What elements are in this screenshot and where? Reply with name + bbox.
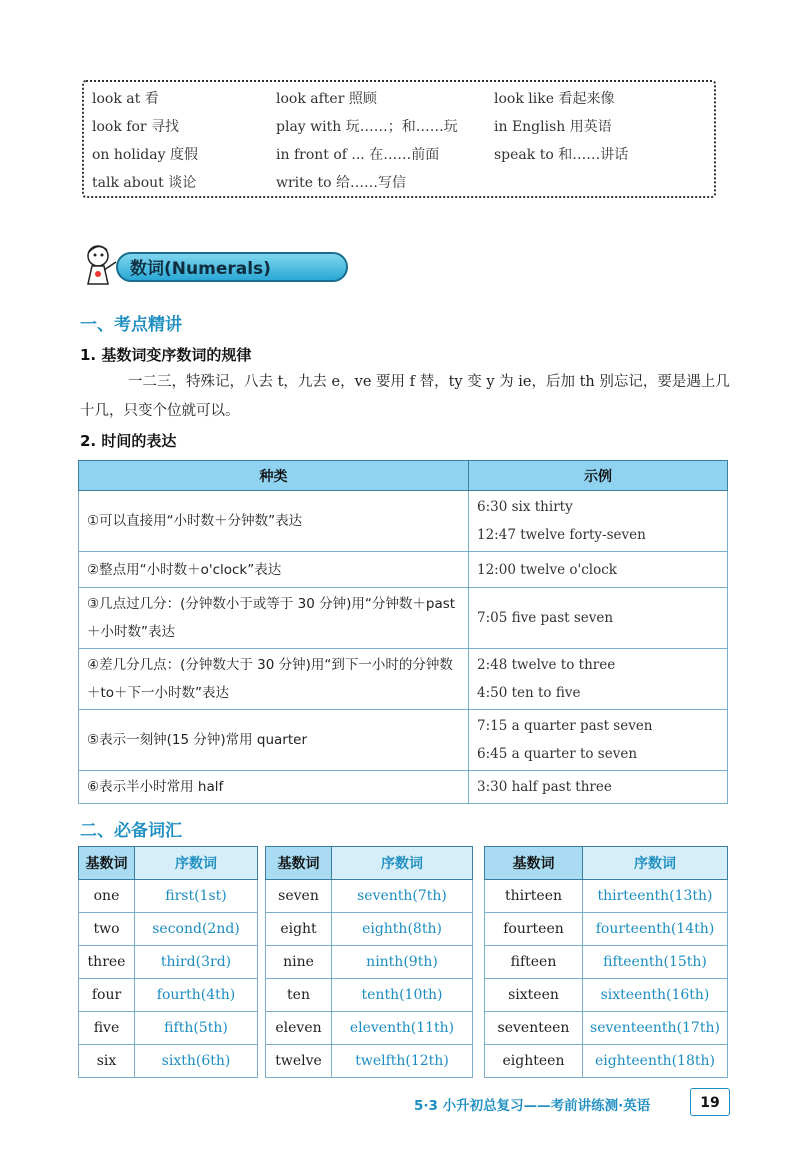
example-line: 7:05 five past seven — [477, 610, 614, 626]
cardinal-cell: four — [79, 979, 135, 1012]
kind-cell: ⑥表示半小时常用 half — [79, 771, 469, 804]
column-header: 序数词 — [332, 847, 473, 880]
table-row — [79, 979, 258, 1012]
kind-cell: ④差几分几点：(分钟数大于 30 分钟)用“到下一小时的分钟数＋to＋下一小时数”表达 — [79, 649, 469, 710]
table-row — [79, 649, 728, 710]
example-line: 4:50 ten to five — [477, 685, 581, 701]
phrase: play with 玩……；和……玩 — [276, 119, 458, 135]
cardinal-cell: two — [79, 913, 135, 946]
ordinal-cell: thirteenth(13th) — [583, 880, 728, 913]
cardinal-cell: seventeen — [485, 1012, 583, 1045]
table-header-row — [485, 847, 728, 880]
phrase: on holiday 度假 — [92, 147, 198, 163]
column-header: 序数词 — [583, 847, 728, 880]
cardinal-cell: three — [79, 946, 135, 979]
section-badge — [76, 240, 276, 290]
phrase: look like 看起来像 — [494, 91, 615, 107]
ordinal-cell: fourth(4th) — [135, 979, 258, 1012]
cardinal-cell: sixteen — [485, 979, 583, 1012]
table-header-row — [266, 847, 473, 880]
table-row — [266, 1045, 473, 1078]
ordinal-cell: seventh(7th) — [332, 880, 473, 913]
phrase: in English 用英语 — [494, 119, 612, 135]
table-row — [79, 913, 258, 946]
badge-title: 数词(Numerals) — [130, 259, 271, 279]
cardinal-cell: twelve — [266, 1045, 332, 1078]
phrase: look at 看 — [92, 91, 159, 107]
ordinal-cell: third(3rd) — [135, 946, 258, 979]
example-cell — [469, 491, 728, 552]
table-row — [79, 1012, 258, 1045]
table-row — [79, 946, 258, 979]
example-line: 3:30 half past three — [477, 779, 612, 795]
column-header: 种类 — [79, 461, 469, 491]
ordinal-cell: eleventh(11th) — [332, 1012, 473, 1045]
ordinal-cell: eighteenth(18th) — [583, 1045, 728, 1078]
cardinal-cell: fourteen — [485, 913, 583, 946]
example-line: 12:47 twelve forty-seven — [477, 527, 646, 543]
cardinal-cell: five — [79, 1012, 135, 1045]
table-row — [79, 552, 728, 588]
phrase: write to 给……写信 — [276, 175, 407, 191]
example-cell — [469, 552, 728, 588]
phrase: in front of ... 在……前面 — [276, 147, 440, 163]
cardinal-cell: fifteen — [485, 946, 583, 979]
example-line: 12:00 twelve o'clock — [477, 561, 617, 578]
phrase-box — [82, 80, 716, 198]
cardinal-cell: thirteen — [485, 880, 583, 913]
ordinal-cell: twelfth(12th) — [332, 1045, 473, 1078]
table-row — [79, 771, 728, 804]
column-header: 基数词 — [485, 847, 583, 880]
table-row — [266, 946, 473, 979]
ordinal-table-3 — [484, 846, 728, 1078]
example-cell — [469, 710, 728, 771]
ordinal-cell: fourteenth(14th) — [583, 913, 728, 946]
cardinal-cell: eighteen — [485, 1045, 583, 1078]
kind-cell: ③几点过几分：(分钟数小于或等于 30 分钟)用“分钟数＋past＋小时数”表达 — [79, 588, 469, 649]
kind-cell: ⑤表示一刻钟(15 分钟)常用 quarter — [79, 710, 469, 771]
table-row — [485, 946, 728, 979]
ordinal-cell: seventeenth(17th) — [583, 1012, 728, 1045]
section-title-2: 二、必备词汇 — [80, 821, 182, 841]
phrase — [494, 172, 714, 194]
table-row — [79, 1045, 258, 1078]
cardinal-cell: eight — [266, 913, 332, 946]
cardinal-cell: nine — [266, 946, 332, 979]
ordinal-cell: tenth(10th) — [332, 979, 473, 1012]
rule-paragraph: 一二三，特殊记，八去 t，九去 e，ve 要用 f 替，ty 变 y 为 ie，后加 th 别忘记，要是遇上几十几，只变个位就可以。 — [80, 374, 730, 419]
kind-cell: ②整点用“小时数＋o'clock”表达 — [79, 552, 469, 588]
ordinal-cell: fifteenth(15th) — [583, 946, 728, 979]
example-line: 7:15 a quarter past seven — [477, 718, 653, 734]
ordinal-table-1 — [78, 846, 258, 1078]
phrase: speak to 和……讲话 — [494, 147, 629, 163]
table-header-row — [79, 461, 728, 491]
example-line: 6:45 a quarter to seven — [477, 746, 638, 762]
example-line: 2:48 twelve to three — [477, 657, 616, 673]
example-cell — [469, 649, 728, 710]
cardinal-cell: ten — [266, 979, 332, 1012]
ordinal-cell: sixteenth(16th) — [583, 979, 728, 1012]
column-header: 示例 — [469, 461, 728, 491]
column-header: 基数词 — [79, 847, 135, 880]
mascot-icon — [76, 240, 126, 290]
table-row — [79, 491, 728, 552]
table-row — [485, 1012, 728, 1045]
example-line: 6:30 six thirty — [477, 499, 573, 515]
section-title-1: 一、考点精讲 — [80, 315, 182, 335]
cardinal-cell: seven — [266, 880, 332, 913]
time-expression-table — [78, 460, 728, 804]
ordinal-cell: second(2nd) — [135, 913, 258, 946]
column-header: 序数词 — [135, 847, 258, 880]
phrase-grid — [92, 88, 714, 194]
cardinal-cell: eleven — [266, 1012, 332, 1045]
example-cell — [469, 588, 728, 649]
ordinal-cell: ninth(9th) — [332, 946, 473, 979]
ordinal-cell: eighth(8th) — [332, 913, 473, 946]
cardinal-cell: six — [79, 1045, 135, 1078]
table-row — [485, 913, 728, 946]
kind-cell: ①可以直接用“小时数＋分钟数”表达 — [79, 491, 469, 552]
table-row — [79, 880, 258, 913]
phrase: talk about 谈论 — [92, 175, 197, 191]
ordinal-cell: first(1st) — [135, 880, 258, 913]
table-row — [266, 913, 473, 946]
footer-text: 5·3 小升初总复习——考前讲练测·英语 — [414, 1098, 651, 1114]
table-row — [485, 1045, 728, 1078]
subsection-title-1: 1. 基数词变序数词的规律 — [80, 346, 252, 364]
table-row — [266, 880, 473, 913]
table-row — [485, 880, 728, 913]
table-row — [485, 979, 728, 1012]
ordinal-table-2 — [265, 846, 473, 1078]
ordinal-cell: sixth(6th) — [135, 1045, 258, 1078]
subsection-title-2: 2. 时间的表达 — [80, 432, 177, 450]
table-row — [266, 1012, 473, 1045]
cardinal-cell: one — [79, 880, 135, 913]
table-header-row — [79, 847, 258, 880]
example-cell — [469, 771, 728, 804]
column-header: 基数词 — [266, 847, 332, 880]
ordinal-cell: fifth(5th) — [135, 1012, 258, 1045]
table-row — [79, 588, 728, 649]
phrase: look for 寻找 — [92, 119, 180, 135]
table-row — [79, 710, 728, 771]
table-row — [266, 979, 473, 1012]
page-number: 19 — [690, 1088, 730, 1116]
phrase: look after 照顾 — [276, 91, 377, 107]
